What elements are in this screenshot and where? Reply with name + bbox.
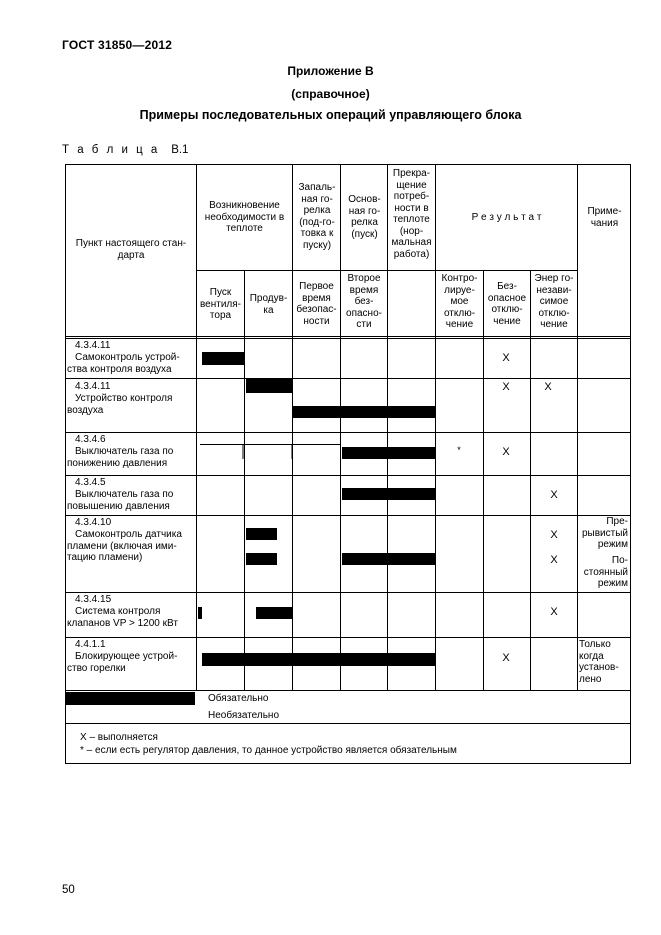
row-nonvolatile-mark: X xyxy=(550,554,558,566)
col-header-result: Р е з у л ь т а т xyxy=(471,212,542,223)
sub-header-nonvolatile: Энер го-незави-симое отклю-чение xyxy=(534,273,574,330)
footnote-x: X – выполняется xyxy=(80,732,158,743)
row-clause: 4.3.4.6 xyxy=(75,434,106,445)
sub-header-purge: Продув-ка xyxy=(249,293,288,316)
col-header-notes: Приме-чания xyxy=(587,206,622,229)
row-nonvolatile-mark: X xyxy=(550,489,558,501)
row-text: Блокирующее устрой-ство горелки xyxy=(67,651,178,674)
row-nonvolatile-mark: X xyxy=(544,381,552,393)
row-safe-mark: X xyxy=(502,446,510,458)
row-text: Выключатель газа по понижению давления xyxy=(67,446,174,469)
row-clause: 4.4.1.1 xyxy=(75,639,106,650)
legend-optional: Необязательно xyxy=(208,710,280,721)
appendix-title: Приложение В xyxy=(287,64,374,78)
row-clause: 4.3.4.11 xyxy=(75,381,111,392)
col-header-need: Возникновение необходимости в теплоте xyxy=(204,200,285,234)
col-header-main: Основ-ная го-релка (пуск) xyxy=(348,194,381,240)
col-header-pilot: Запаль-ная го-релка (под-го-товка к пуску) xyxy=(298,182,336,251)
row-clause: 4.3.4.11 xyxy=(75,340,111,351)
col-header-stop: Прекра-щение потреб-ности в теплоте (нор-мальная работа) xyxy=(391,168,432,260)
sub-header-second-safety: Второе время без-опасно-сти xyxy=(346,273,382,330)
legend-mandatory: Обязательно xyxy=(208,693,269,704)
sub-header-first-safety: Первое время безопас-ности xyxy=(296,281,337,327)
table-label: Т а б л и ц а В.1 xyxy=(62,144,189,156)
row-note: Только когда установ-лено xyxy=(579,639,619,685)
row-safe-mark: X xyxy=(502,652,510,664)
row-safe-mark: X xyxy=(502,381,510,393)
row-text: Самоконтроль датчика пламени (включая ими-тацию пламени) xyxy=(67,529,182,563)
footnote-star: * – если есть регулятор давления, то данное устройство является обязательным xyxy=(80,745,457,756)
row-clause: 4.3.4.5 xyxy=(75,477,106,488)
sub-header-controlled: Контро-лируе-мое отклю-чение xyxy=(441,273,478,330)
page-title: Примеры последовательных операций управляющего блока xyxy=(139,108,522,122)
row-text: Выключатель газа по повышению давления xyxy=(67,489,174,512)
row-note: По-стоянный режим xyxy=(583,555,628,589)
appendix-type: (справочное) xyxy=(291,87,370,101)
col-header-item: Пункт настоящего стан-дарта xyxy=(75,238,187,261)
row-nonvolatile-mark: X xyxy=(550,529,558,541)
optional-lines xyxy=(66,444,341,722)
row-safe-mark: X xyxy=(502,352,510,364)
row-note: Пре-рывистый режим xyxy=(581,516,628,550)
row-clause: 4.3.4.10 xyxy=(75,517,112,528)
row-text: Самоконтроль устрой-ства контроля воздуха xyxy=(67,352,180,375)
sub-header-safe: Без-опасное отклю-чение xyxy=(487,281,527,327)
standard-number: ГОСТ 31850—2012 xyxy=(62,38,173,52)
row-text: Система контроля клапанов VP > 1200 кВт xyxy=(67,606,178,629)
row-text: Устройство контроля воздуха xyxy=(67,393,173,416)
sub-header-fan-start: Пуск вентиля-тора xyxy=(199,287,242,321)
row-clause: 4.3.4.15 xyxy=(75,594,112,605)
page-number: 50 xyxy=(62,884,75,896)
row-controlled-mark: * xyxy=(457,445,461,455)
row-nonvolatile-mark: X xyxy=(550,606,558,618)
